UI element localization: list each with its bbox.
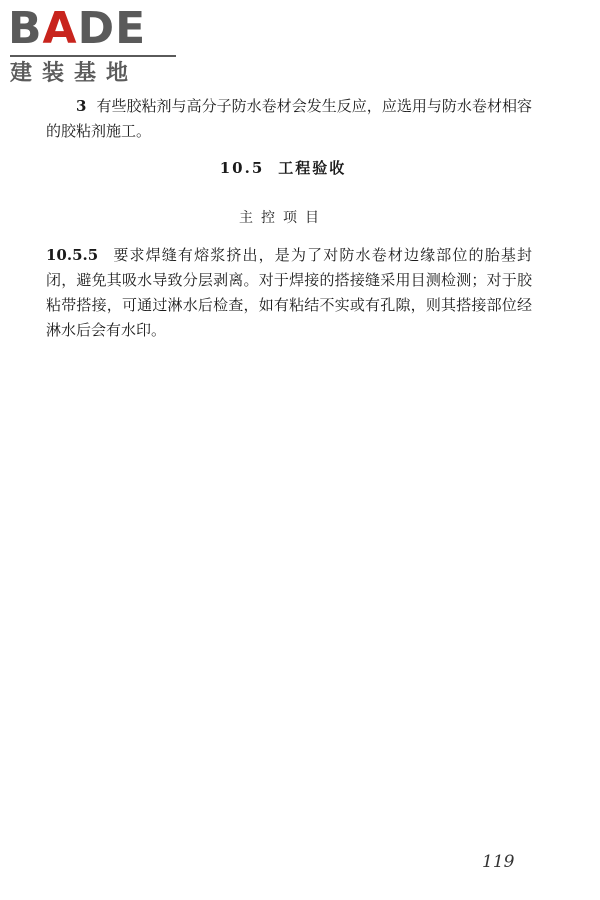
clause-number: 10.5.5 — [46, 246, 99, 264]
sub-heading: 主控项目 — [239, 210, 327, 226]
page-number: 119 — [482, 852, 515, 872]
section-heading — [0, 157, 566, 178]
logo-letter-a-accent: A — [42, 3, 78, 54]
paragraph-text: 有些胶粘剂与高分子防水卷材会发生反应，应选用与防水卷材相容的胶粘剂施工。 — [46, 97, 532, 140]
section-number: 10.5 — [219, 159, 265, 177]
bade-logo — [8, 3, 178, 86]
clause-text: 要求焊缝有熔浆挤出，是为了对防水卷材边缘部位的胎基封闭，避免其吸水导致分层剥离。对于焊接的搭接缝采用目测检测；对于胶粘带搭接，可通过淋水后检查，如有粘结不实或有孔隙，则其搭接部位经淋水后会有水印。 — [46, 246, 532, 339]
logo-underline — [10, 55, 176, 57]
paragraph-3 — [46, 94, 532, 144]
logo-subtitle: 建装基地 — [10, 61, 139, 86]
logo-letter-b: B — [8, 3, 43, 54]
section-title: 工程验收 — [278, 159, 347, 177]
clause-10-5-5 — [46, 243, 532, 343]
paragraph-number: 3 — [76, 97, 87, 115]
logo-letters-de: DE — [77, 3, 147, 54]
logo-wordmark — [8, 3, 147, 54]
